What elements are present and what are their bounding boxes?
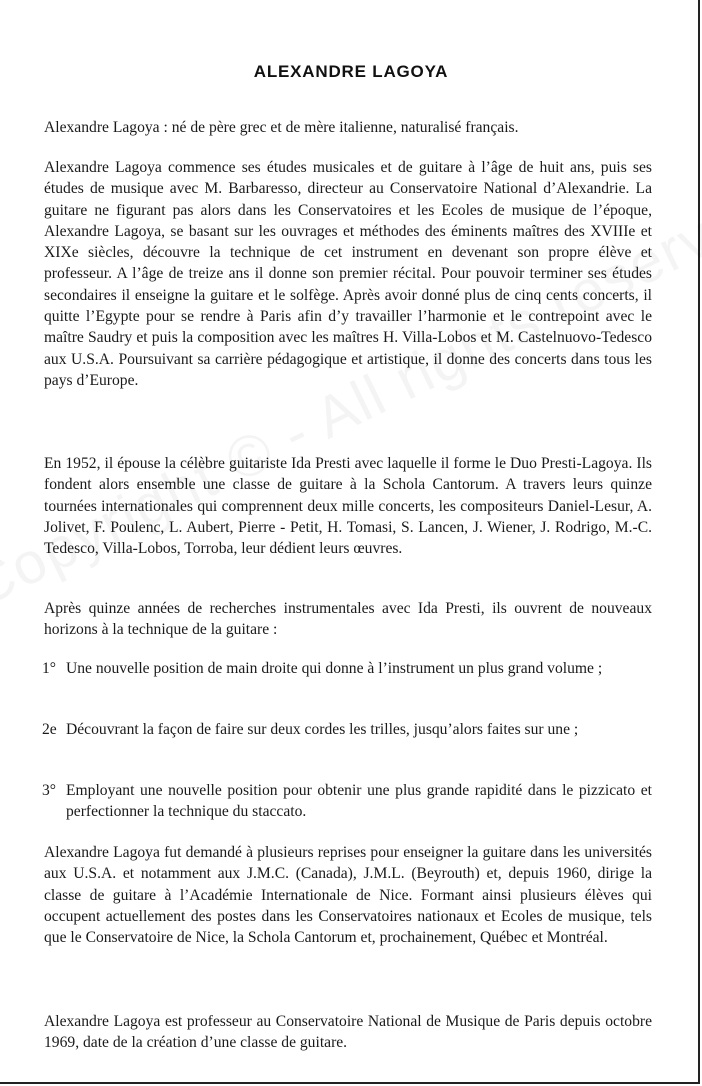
paragraph-origin: Alexandre Lagoya : né de père grec et de mère italienne, naturalisé français. [44, 119, 519, 136]
paragraph-duo-presti-lagoya: En 1952, il épouse la célèbre guitariste Ida Presti avec laquelle il forme le Duo Presti-Lagoya. Ils fondent alors ensemble une classe de guitare à la Schola Cantorum. A travers leurs quinze tournées internationales qui comprennent deux mille concerts, les compositeurs Daniel-Lesur, A. Jolivet, F. Poulenc, L. Aubert, Pierre - Petit, H. Tomasi, S. Lancen, J. Wiener, J. Rodrigo, M.-C. Tedesco, Villa-Lobos, Torroba, leur dédient leurs œuvres. [44, 455, 652, 558]
paragraph-research: Après quinze années de recherches instrumentales avec Ida Presti, ils ouvrent de nouveaux horizons à la technique de la guitare : [44, 600, 652, 639]
list-item [44, 780, 652, 823]
page-title: ALEXANDRE LAGOYA [253, 62, 449, 81]
paragraph-early-studies: Alexandre Lagoya commence ses études musicales et de guitare à l’âge de huit ans, puis ses études de musique avec M. Barbaresso, directeur au Conservatoire National d’Alexandrie. La guitare ne figurant pas alors dans les Conservatoires et les Ecoles de musique de l’époque, Alexandre Lagoya, se basant sur les ouvrages et méthodes des éminents maîtres des XVIIIe et XIXe siècles, découvre la technique de cet instrument en devenant son propre élève et professeur. A l’âge de treize ans il donne son premier récital. Pour pouvoir terminer ses études secondaires il enseigne la guitare et le solfège. Après avoir donné plus de cinq cents concerts, il quitte l’Egypte pour se rendre à Paris afin d’y travailler l’harmonie et le contrepoint avec le maître Saudry et puis la composition avec les maîtres H. Villa-Lobos et M. Castelnuovo-Tedesco aux U.S.A. Poursuivant sa carrière pédagogique et artistique, il donne des concerts dans tous les pays d’Europe. [44, 159, 652, 389]
list-item [44, 719, 652, 740]
list-item-text: Une nouvelle position de main droite qui donne à l’instrument un plus grand volume ; [66, 660, 603, 677]
list-item-text: Découvrant la façon de faire sur deux cordes les trilles, jusqu’alors faites sur une ; [66, 721, 579, 738]
list-item-number: 2e [42, 721, 57, 738]
paragraph-professorship: Alexandre Lagoya est professeur au Conservatoire National de Musique de Paris depuis octobre 1969, date de la création d’une classe de guitare. [44, 1013, 652, 1052]
list-item-number: 3° [42, 782, 57, 799]
list-item-number: 1° [42, 660, 57, 677]
list-item [44, 658, 652, 679]
list-item-text: Employant une nouvelle position pour obtenir une plus grande rapidité dans le pizzicato et perfectionner la technique du staccato. [66, 782, 652, 821]
paragraph-teaching: Alexandre Lagoya fut demandé à plusieurs reprises pour enseigner la guitare dans les universités aux U.S.A. et notamment aux J.M.C. (Canada), J.M.L. (Beyrouth) et, depuis 1960, dirige la classe de guitare à l’Académie Internationale de Nice. Formant ainsi plusieurs élèves qui occupent actuellement des postes dans les Conservatoires nationaux et Ecoles de musique, tels que le Conservatoire de Nice, la Schola Cantorum et, prochainement, Québec et Montréal. [44, 844, 652, 947]
